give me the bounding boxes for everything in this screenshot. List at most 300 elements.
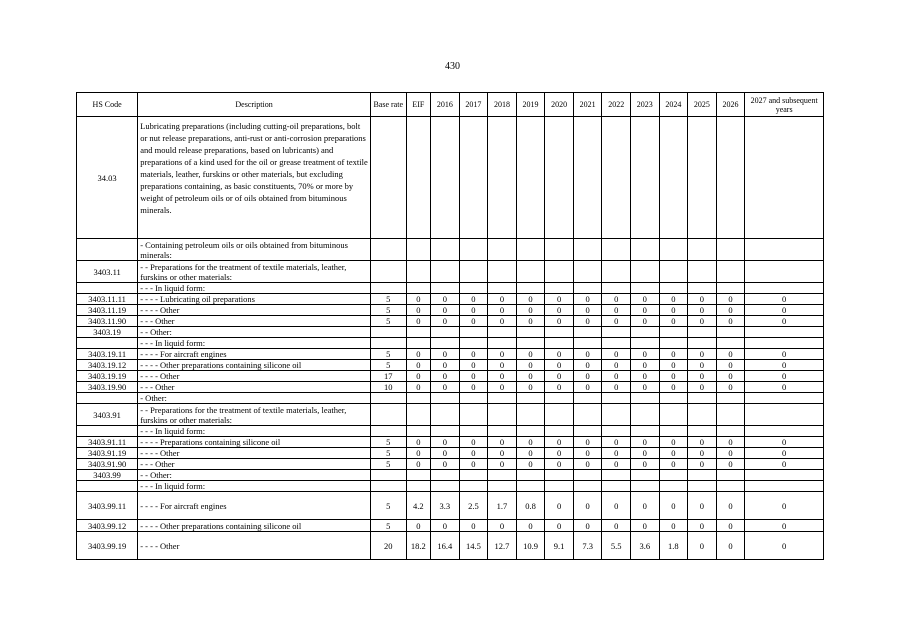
rate-cell [573, 426, 602, 437]
rate-cell [573, 239, 602, 261]
rate-cell [745, 481, 824, 492]
rate-cell: 0 [406, 437, 430, 448]
rate-cell: 0 [688, 294, 717, 305]
rate-cell [659, 426, 688, 437]
rate-cell: 0 [602, 448, 631, 459]
rate-cell [602, 404, 631, 426]
rate-cell: 0 [573, 316, 602, 327]
rate-cell: 0 [459, 305, 488, 316]
rate-cell [745, 338, 824, 349]
rate-cell: 0 [573, 492, 602, 520]
rate-cell: 0 [459, 294, 488, 305]
rate-cell [688, 470, 717, 481]
rate-cell: 0 [659, 492, 688, 520]
rate-cell: 0 [631, 371, 660, 382]
column-header: 2017 [459, 93, 488, 117]
rate-cell: 0 [688, 316, 717, 327]
rate-cell: 0 [545, 349, 574, 360]
rate-cell: 0 [602, 371, 631, 382]
base-rate-cell: 10 [370, 382, 406, 393]
rate-cell [659, 239, 688, 261]
rate-cell: 0 [406, 382, 430, 393]
rate-cell: 0 [545, 371, 574, 382]
rate-cell [631, 327, 660, 338]
base-rate-cell [370, 481, 406, 492]
description-cell: - - - - Other preparations containing silicone oil [138, 360, 371, 371]
table-header-row [77, 93, 824, 117]
rate-cell: 0 [488, 459, 517, 470]
page-number: 430 [445, 61, 460, 72]
rate-cell [545, 117, 574, 239]
column-header: 2021 [573, 93, 602, 117]
hs-code-cell: 34.03 [77, 117, 138, 239]
rate-cell [745, 426, 824, 437]
rate-cell: 0 [631, 360, 660, 371]
description-cell: - - Other: [138, 470, 371, 481]
rate-cell: 0 [431, 382, 460, 393]
rate-cell [688, 117, 717, 239]
base-rate-cell: 5 [370, 360, 406, 371]
rate-cell [431, 239, 460, 261]
column-header: 2016 [431, 93, 460, 117]
hs-code-cell: 3403.11 [77, 261, 138, 283]
rate-cell [545, 283, 574, 294]
base-rate-cell [370, 327, 406, 338]
rate-cell: 0 [545, 360, 574, 371]
rate-cell [431, 338, 460, 349]
rate-cell [406, 338, 430, 349]
hs-code-cell: 3403.19.19 [77, 371, 138, 382]
rate-cell: 0 [516, 360, 545, 371]
rate-cell: 0 [745, 371, 824, 382]
table-row [77, 117, 824, 239]
rate-cell [573, 117, 602, 239]
description-cell: - - - Other [138, 316, 371, 327]
hs-code-cell [77, 426, 138, 437]
description-cell: - Containing petroleum oils or oils obtained from bituminous minerals: [138, 239, 371, 261]
rate-cell [406, 261, 430, 283]
rate-cell: 5.5 [602, 532, 631, 560]
rate-cell [602, 426, 631, 437]
hs-code-cell: 3403.19.12 [77, 360, 138, 371]
rate-cell [745, 327, 824, 338]
column-header: Base rate [370, 93, 406, 117]
rate-cell: 0 [516, 437, 545, 448]
rate-cell [688, 327, 717, 338]
rate-cell [459, 239, 488, 261]
base-rate-cell [370, 426, 406, 437]
rate-cell [516, 426, 545, 437]
rate-cell: 0 [406, 371, 430, 382]
base-rate-cell: 20 [370, 532, 406, 560]
rate-cell [573, 338, 602, 349]
rate-cell: 0 [745, 532, 824, 560]
description-cell: - - - - For aircraft engines [138, 349, 371, 360]
rate-cell [659, 261, 688, 283]
rate-cell: 0 [545, 294, 574, 305]
column-header: 2023 [631, 93, 660, 117]
rate-cell [516, 327, 545, 338]
rate-cell: 0 [406, 360, 430, 371]
rate-cell: 0 [659, 459, 688, 470]
rate-cell [573, 470, 602, 481]
rate-cell [516, 338, 545, 349]
table-row [77, 404, 824, 426]
description-cell: - - - In liquid form: [138, 426, 371, 437]
description-cell: - - - - For aircraft engines [138, 492, 371, 520]
description-cell: Lubricating preparations (including cutting-oil preparations, bolt or nut release preparations, anti-rust or anti-corrosion preparations and mould release preparations, based on lubricants) and preparations of a kind used for the oil or grease treatment of textile materials, leather, furskins or other materials, but excluding preparations containing, as basic constituents, 70% or more by weight of petroleum oils or of oils obtained from bituminous minerals. [138, 117, 371, 239]
rate-cell: 0 [488, 371, 517, 382]
column-header: HS Code [77, 93, 138, 117]
rate-cell: 0 [659, 520, 688, 532]
rate-cell [659, 327, 688, 338]
description-cell: - - - In liquid form: [138, 283, 371, 294]
base-rate-cell: 5 [370, 492, 406, 520]
hs-code-cell [77, 283, 138, 294]
rate-cell: 0 [516, 305, 545, 316]
rate-cell: 0 [659, 448, 688, 459]
hs-code-cell: 3403.99.19 [77, 532, 138, 560]
table-row [77, 426, 824, 437]
rate-cell [488, 239, 517, 261]
base-rate-cell: 5 [370, 316, 406, 327]
rate-cell: 0 [431, 349, 460, 360]
rate-cell [545, 239, 574, 261]
rate-cell: 0 [488, 316, 517, 327]
rate-cell: 0 [745, 349, 824, 360]
base-rate-cell: 5 [370, 437, 406, 448]
rate-cell [488, 327, 517, 338]
rate-cell [602, 283, 631, 294]
rate-cell: 0 [459, 437, 488, 448]
rate-cell [659, 404, 688, 426]
rate-cell: 0 [745, 492, 824, 520]
rate-cell [573, 283, 602, 294]
description-cell: - - - Other [138, 459, 371, 470]
hs-code-cell: 3403.11.19 [77, 305, 138, 316]
column-header: 2018 [488, 93, 517, 117]
rate-cell: 0 [431, 360, 460, 371]
rate-cell [745, 470, 824, 481]
rate-cell [602, 470, 631, 481]
rate-cell [488, 404, 517, 426]
rate-cell [659, 481, 688, 492]
base-rate-cell: 5 [370, 349, 406, 360]
rate-cell [659, 393, 688, 404]
description-cell: - Other: [138, 393, 371, 404]
rate-cell: 0 [745, 448, 824, 459]
rate-cell [745, 393, 824, 404]
rate-cell [659, 117, 688, 239]
rate-cell: 0 [573, 349, 602, 360]
rate-cell [688, 426, 717, 437]
rate-cell: 0 [488, 382, 517, 393]
rate-cell [602, 327, 631, 338]
rate-cell: 0 [406, 349, 430, 360]
rate-cell: 4.2 [406, 492, 430, 520]
rate-cell: 0 [631, 437, 660, 448]
table-row [77, 382, 824, 393]
rate-cell: 0 [659, 382, 688, 393]
tariff-schedule-table [76, 92, 824, 560]
description-cell: - - Preparations for the treatment of textile materials, leather, furskins or other materials: [138, 404, 371, 426]
rate-cell [573, 404, 602, 426]
hs-code-cell: 3403.11.11 [77, 294, 138, 305]
hs-code-cell: 3403.99.11 [77, 492, 138, 520]
rate-cell: 0 [745, 316, 824, 327]
rate-cell [488, 481, 517, 492]
rate-cell [516, 393, 545, 404]
rate-cell [688, 283, 717, 294]
rate-cell [688, 404, 717, 426]
rate-cell [631, 426, 660, 437]
rate-cell: 16.4 [431, 532, 460, 560]
rate-cell: 0 [688, 437, 717, 448]
rate-cell [659, 283, 688, 294]
hs-code-cell: 3403.91 [77, 404, 138, 426]
rate-cell: 0 [716, 532, 745, 560]
rate-cell: 0 [573, 360, 602, 371]
hs-code-cell: 3403.91.11 [77, 437, 138, 448]
rate-cell [406, 404, 430, 426]
rate-cell [631, 261, 660, 283]
table-row [77, 481, 824, 492]
rate-cell [459, 261, 488, 283]
rate-cell [431, 327, 460, 338]
rate-cell [431, 393, 460, 404]
rate-cell: 0 [716, 448, 745, 459]
rate-cell: 0 [573, 459, 602, 470]
rate-cell [459, 470, 488, 481]
rate-cell [516, 239, 545, 261]
description-cell: - - - - Other [138, 371, 371, 382]
rate-cell [602, 239, 631, 261]
base-rate-cell: 5 [370, 520, 406, 532]
description-cell: - - Preparations for the treatment of textile materials, leather, furskins or other materials: [138, 261, 371, 283]
rate-cell: 0 [545, 459, 574, 470]
description-cell: - - - - Preparations containing silicone oil [138, 437, 371, 448]
rate-cell [406, 283, 430, 294]
rate-cell [745, 261, 824, 283]
rate-cell: 0 [545, 492, 574, 520]
rate-cell: 0 [745, 305, 824, 316]
hs-code-cell [77, 393, 138, 404]
rate-cell: 0 [573, 448, 602, 459]
rate-cell [688, 393, 717, 404]
rate-cell [688, 261, 717, 283]
base-rate-cell [370, 338, 406, 349]
column-header: 2025 [688, 93, 717, 117]
rate-cell: 0 [406, 316, 430, 327]
rate-cell [545, 393, 574, 404]
rate-cell [545, 470, 574, 481]
rate-cell [488, 283, 517, 294]
rate-cell [745, 117, 824, 239]
rate-cell: 0 [488, 448, 517, 459]
rate-cell: 0 [602, 316, 631, 327]
description-cell: - - - - Other [138, 448, 371, 459]
rate-cell [406, 393, 430, 404]
hs-code-cell: 3403.11.90 [77, 316, 138, 327]
rate-cell: 0 [516, 448, 545, 459]
rate-cell: 0 [716, 360, 745, 371]
rate-cell [488, 470, 517, 481]
rate-cell [488, 338, 517, 349]
rate-cell: 0 [659, 371, 688, 382]
rate-cell: 0 [545, 437, 574, 448]
rate-cell [602, 338, 631, 349]
rate-cell: 0 [716, 492, 745, 520]
table-row [77, 305, 824, 316]
description-cell: - - - - Other [138, 532, 371, 560]
rate-cell: 14.5 [459, 532, 488, 560]
rate-cell: 0 [431, 371, 460, 382]
rate-cell: 0 [716, 371, 745, 382]
rate-cell [459, 283, 488, 294]
rate-cell: 0 [459, 459, 488, 470]
rate-cell [488, 393, 517, 404]
rate-cell: 9.1 [545, 532, 574, 560]
rate-cell [516, 481, 545, 492]
rate-cell: 0 [659, 349, 688, 360]
base-rate-cell [370, 283, 406, 294]
table-row [77, 448, 824, 459]
rate-cell [431, 404, 460, 426]
description-cell: - - - In liquid form: [138, 338, 371, 349]
rate-cell: 0 [659, 294, 688, 305]
column-header: Description [138, 93, 371, 117]
base-rate-cell [370, 393, 406, 404]
rate-cell: 0 [406, 459, 430, 470]
rate-cell: 0 [459, 382, 488, 393]
rate-cell [516, 117, 545, 239]
rate-cell: 0 [516, 520, 545, 532]
table-row [77, 360, 824, 371]
table-row [77, 532, 824, 560]
rate-cell [406, 426, 430, 437]
table-row [77, 393, 824, 404]
hs-code-cell: 3403.19.11 [77, 349, 138, 360]
hs-code-cell: 3403.19.90 [77, 382, 138, 393]
rate-cell [406, 117, 430, 239]
rate-cell: 0 [602, 305, 631, 316]
rate-cell: 0 [716, 459, 745, 470]
rate-cell [459, 117, 488, 239]
rate-cell: 0 [431, 448, 460, 459]
rate-cell: 0 [406, 520, 430, 532]
rate-cell: 0.8 [516, 492, 545, 520]
rate-cell: 0 [631, 305, 660, 316]
rate-cell: 0 [602, 382, 631, 393]
rate-cell [431, 470, 460, 481]
table-row [77, 316, 824, 327]
base-rate-cell: 17 [370, 371, 406, 382]
rate-cell [716, 426, 745, 437]
rate-cell: 0 [431, 520, 460, 532]
rate-cell [716, 327, 745, 338]
description-cell: - - Other: [138, 327, 371, 338]
rate-cell: 0 [688, 382, 717, 393]
rate-cell: 0 [716, 305, 745, 316]
rate-cell: 0 [602, 349, 631, 360]
rate-cell: 0 [573, 294, 602, 305]
rate-cell [716, 338, 745, 349]
rate-cell: 0 [602, 520, 631, 532]
rate-cell: 0 [459, 316, 488, 327]
rate-cell: 0 [431, 305, 460, 316]
rate-cell [545, 261, 574, 283]
rate-cell [659, 338, 688, 349]
rate-cell [631, 404, 660, 426]
rate-cell [631, 481, 660, 492]
rate-cell: 0 [659, 437, 688, 448]
table-row [77, 327, 824, 338]
rate-cell [488, 117, 517, 239]
rate-cell: 0 [488, 360, 517, 371]
rate-cell [459, 404, 488, 426]
rate-cell: 1.8 [659, 532, 688, 560]
rate-cell [631, 283, 660, 294]
rate-cell [573, 327, 602, 338]
rate-cell [488, 261, 517, 283]
rate-cell: 0 [659, 360, 688, 371]
rate-cell: 18.2 [406, 532, 430, 560]
rate-cell: 0 [688, 459, 717, 470]
rate-cell: 0 [631, 459, 660, 470]
rate-cell [659, 470, 688, 481]
rate-cell: 0 [716, 520, 745, 532]
rate-cell [602, 393, 631, 404]
table-row [77, 261, 824, 283]
rate-cell: 0 [516, 316, 545, 327]
rate-cell [459, 327, 488, 338]
rate-cell: 0 [631, 448, 660, 459]
rate-cell [745, 283, 824, 294]
base-rate-cell [370, 117, 406, 239]
rate-cell [431, 426, 460, 437]
table-body [77, 117, 824, 560]
table-row [77, 294, 824, 305]
rate-cell [545, 327, 574, 338]
hs-code-cell: 3403.19 [77, 327, 138, 338]
hs-code-cell [77, 338, 138, 349]
rate-cell [516, 283, 545, 294]
rate-cell: 0 [545, 316, 574, 327]
rate-cell: 0 [488, 305, 517, 316]
base-rate-cell [370, 261, 406, 283]
rate-cell [716, 117, 745, 239]
table-row [77, 283, 824, 294]
rate-cell: 0 [488, 294, 517, 305]
hs-code-cell: 3403.99.12 [77, 520, 138, 532]
description-cell: - - - - Other [138, 305, 371, 316]
rate-cell: 7.3 [573, 532, 602, 560]
rate-cell: 0 [488, 437, 517, 448]
rate-cell: 0 [431, 294, 460, 305]
table-row [77, 338, 824, 349]
base-rate-cell: 5 [370, 448, 406, 459]
rate-cell [406, 481, 430, 492]
rate-cell: 0 [631, 294, 660, 305]
rate-cell: 0 [431, 316, 460, 327]
rate-cell [688, 338, 717, 349]
rate-cell: 0 [516, 294, 545, 305]
rate-cell: 0 [602, 360, 631, 371]
rate-cell [716, 404, 745, 426]
rate-cell: 0 [716, 382, 745, 393]
rate-cell: 0 [602, 459, 631, 470]
rate-cell: 0 [459, 349, 488, 360]
